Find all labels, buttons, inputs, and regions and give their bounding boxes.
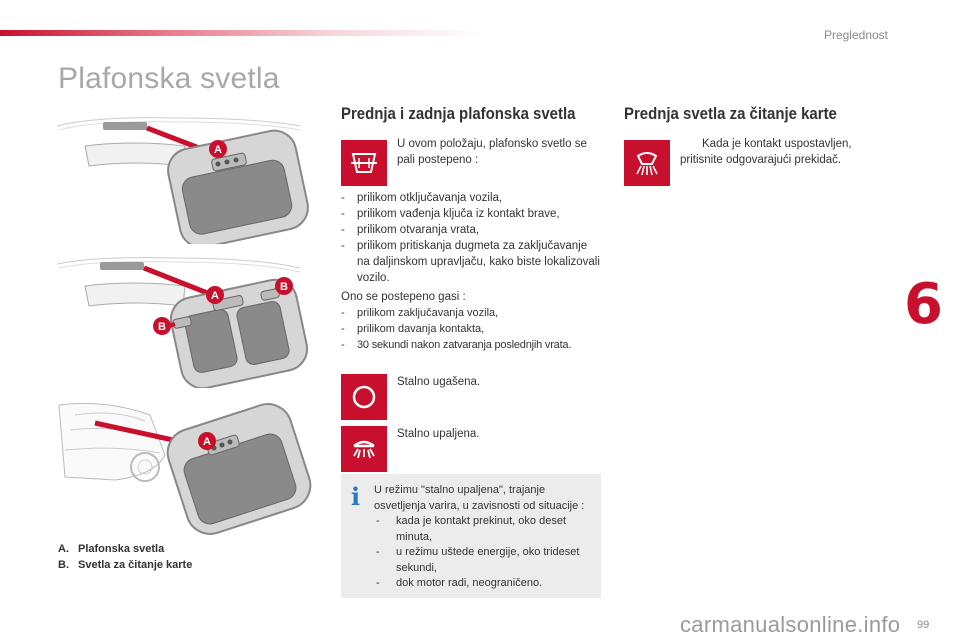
off-conditions-list [339, 305, 614, 353]
label-a: A [214, 144, 222, 156]
always-off-label: Stalno ugašena. [397, 376, 481, 388]
info-intro: U režimu "stalno upaljena", trajanje osvetljenja varira, u zavisnosti od situacije : [374, 484, 585, 512]
list-item: - prilikom vađenja ključa iz kontakt brave, [339, 206, 601, 222]
list-item: - kada je kontakt prekinut, oko deset minuta, [374, 514, 598, 545]
map-lights-heading: Prednja svetla za čitanje karte [624, 104, 837, 123]
circle-off-icon [341, 374, 387, 420]
top-accent-bar [0, 30, 480, 36]
off-intro: Ono se postepeno gasi : [341, 291, 466, 303]
info-list [374, 514, 598, 592]
list-item: - u režimu uštede energije, oko trideset sekundi, [374, 545, 598, 576]
info-text [374, 483, 598, 592]
light-on-icon [341, 426, 387, 472]
label-b: B [280, 281, 288, 293]
caption-b: B. Svetla za čitanje karte [58, 559, 193, 571]
caption-a: A. Plafonska svetla [58, 543, 165, 555]
list-item: - prilikom otvaranja vrata, [339, 222, 601, 238]
list-item: - 30 sekundi nakon zatvaranja poslednjih vrata. [339, 337, 614, 353]
list-item: - dok motor radi, neograničeno. [374, 576, 598, 592]
page-title: Plafonska svetla [58, 62, 280, 95]
illustration-ceiling-with-map-lights [55, 248, 315, 388]
list-item: - prilikom pritiskanja dugmeta za zaključavanje na daljinskom upravljaču, kako biste lokalizovali vozilo. [339, 238, 601, 286]
illustration-front-ceiling-light [55, 104, 315, 244]
label-a: A [211, 290, 219, 302]
illustration-rear-ceiling-light [55, 395, 315, 540]
list-item: - prilikom zaključavanja vozila, [339, 305, 614, 321]
info-box [341, 474, 601, 598]
front-rear-intro: U ovom položaju, plafonsko svetlo se pali postepeno : [397, 138, 587, 166]
section-header: Preglednost [823, 28, 888, 42]
map-reading-light-icon [624, 140, 670, 186]
always-on-label: Stalno upaljena. [397, 428, 480, 440]
list-item: - prilikom davanja kontakta, [339, 321, 614, 337]
map-lights-text: Kada je kontakt uspostavljen, pritisnite odgovarajući prekidač. [680, 138, 852, 166]
label-b: B [158, 321, 166, 333]
on-conditions-list [339, 190, 601, 286]
watermark: carmanualsonline.info [680, 612, 901, 637]
door-contact-icon [341, 140, 387, 186]
illustration-captions [58, 541, 192, 573]
front-rear-heading: Prednja i zadnja plafonska svetla [341, 104, 576, 123]
label-a: A [203, 436, 211, 448]
chapter-number: 6 [904, 272, 943, 337]
info-icon: i [351, 482, 361, 511]
list-item: - prilikom otključavanja vozila, [339, 190, 601, 206]
page-number: 99 [917, 619, 930, 631]
